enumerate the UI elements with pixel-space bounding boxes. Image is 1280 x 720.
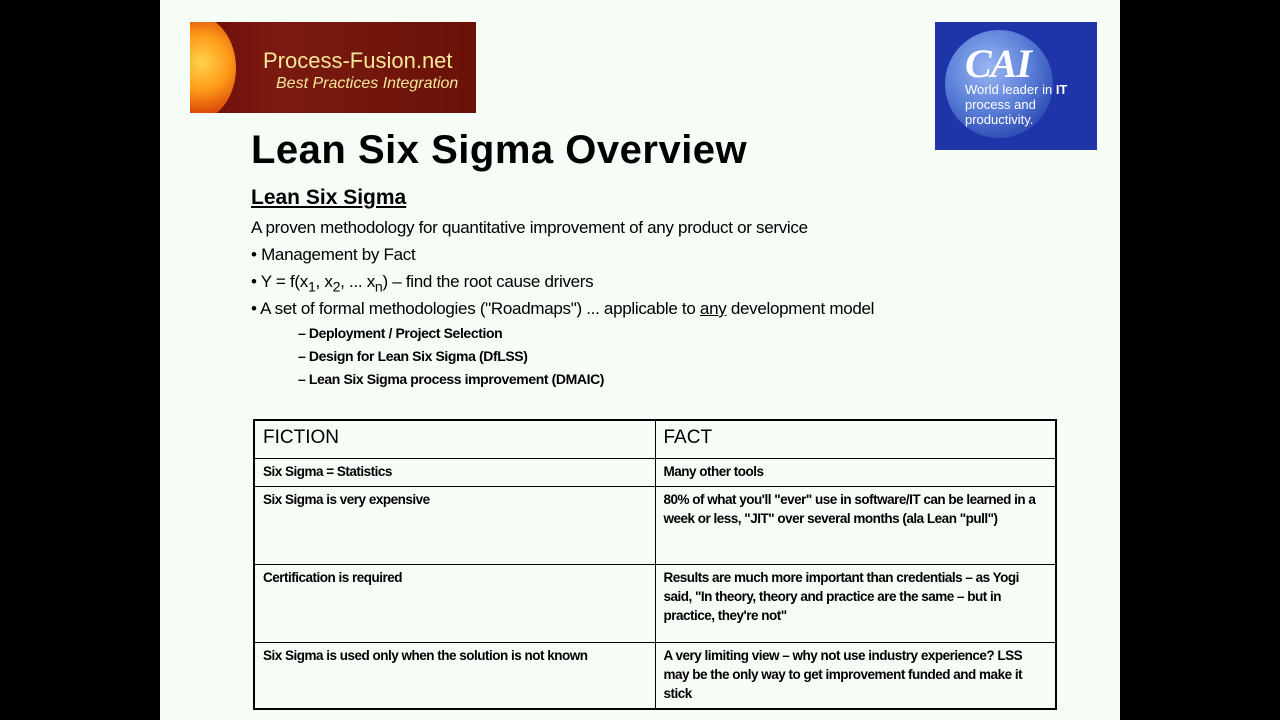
table-header-row [254, 420, 1056, 459]
fact-cell: Many other tools [655, 459, 1056, 487]
header-fact: FACT [655, 420, 1056, 459]
slide-title: Lean Six Sigma Overview [251, 128, 748, 172]
fiction-cell: Six Sigma = Statistics [254, 459, 655, 487]
fact-cell: A very limiting view – why not use industry experience? LSS may be the only way to get improvement funded and make it stick [655, 643, 1056, 709]
slide [160, 0, 1120, 720]
table-row [254, 643, 1056, 709]
sub-bullet-dflss: – Design for Lean Six Sigma (DfLSS) [298, 348, 528, 364]
intro-text: A proven methodology for quantitative improvement of any product or service [251, 218, 808, 237]
table-row [254, 487, 1056, 565]
fiction-cell: Six Sigma is used only when the solution is not known [254, 643, 655, 709]
header-fiction: FICTION [254, 420, 655, 459]
cai-logo [935, 22, 1097, 150]
cai-logo-tagline: World leader in IT process and productivity. [965, 82, 1068, 127]
slide-subtitle: Lean Six Sigma [251, 186, 407, 209]
cai-logo-name: CAI [965, 41, 1031, 86]
fact-cell: 80% of what you'll "ever" use in software/IT can be learned in a week or less, "JIT" over several months (ala Lean "pull") [655, 487, 1056, 565]
process-fusion-logo [190, 22, 476, 113]
fact-cell: Results are much more important than credentials – as Yogi said, "In theory, theory and practice are the same – but in practice, they're not" [655, 565, 1056, 643]
bullet-root-cause: • $Y = f(x_1$, $x_2$, ... $x_n$) – find the root cause drivers [251, 272, 594, 296]
sub-bullet-dmaic: – Lean Six Sigma process improvement (DMAIC) [298, 371, 605, 387]
bullet-management-by-fact: • Management by Fact [251, 245, 416, 264]
table-row [254, 565, 1056, 643]
fiction-fact-table [253, 419, 1057, 710]
fiction-cell: Certification is required [254, 565, 655, 643]
process-fusion-logo-name: Process-Fusion.net [263, 48, 453, 73]
fiction-cell: Six Sigma is very expensive [254, 487, 655, 565]
bullet-methodologies: • A set of formal methodologies ("Roadmaps") ... applicable to any development model [251, 299, 875, 318]
sun-icon [190, 22, 236, 113]
table-row [254, 459, 1056, 487]
sub-bullet-deployment: – Deployment / Project Selection [298, 325, 503, 341]
process-fusion-logo-tagline: Best Practices Integration [276, 75, 459, 92]
